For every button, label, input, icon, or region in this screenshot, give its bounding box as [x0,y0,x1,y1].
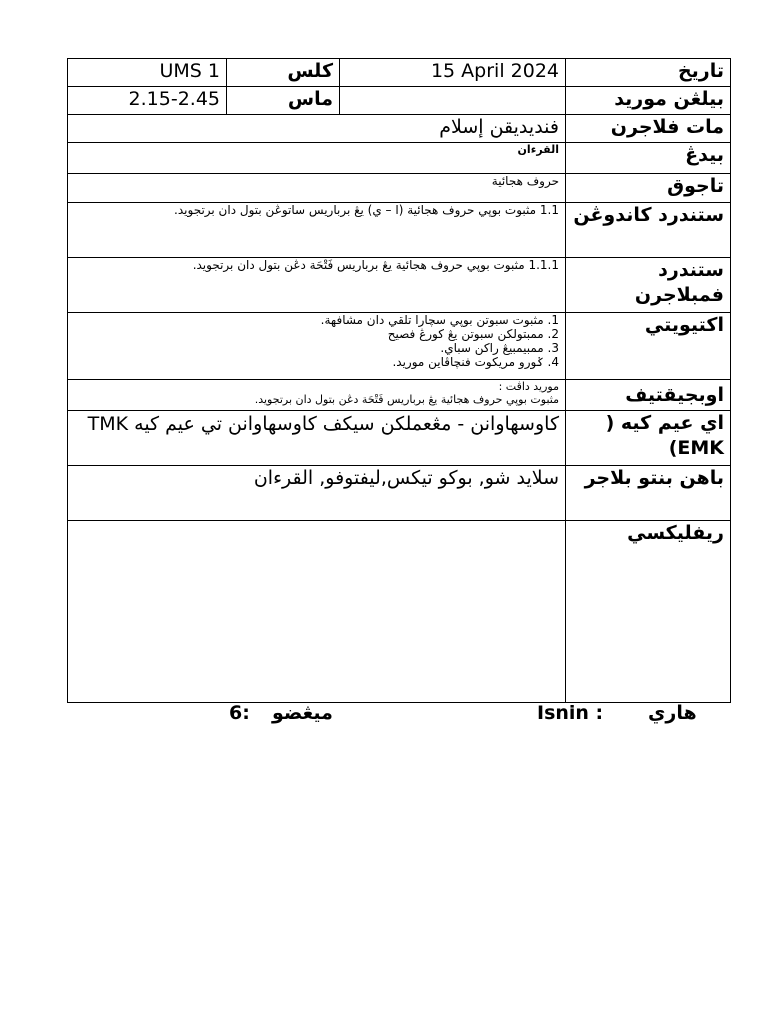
time-label: ماس [227,87,340,115]
learning-standard-label: ستندرد فمبلاجرن [566,258,731,313]
field-label: بيدڠ [566,143,731,174]
materials-value: سلايد شو, بوكو تيكس,ليفتوفو, القرءان [68,466,566,521]
reflection-label: ريفليكسي [566,521,731,703]
emk-value: كاوسهاوانن - مڠعملكن سيكف كاوسهاوانن تي عيم كيه TMK [68,411,566,466]
week-label: ميڠضو [272,702,333,724]
objective-cell [68,380,566,411]
activity-item: 3. ممبيمبيڠ راكن سباي. [440,341,559,355]
class-value: UMS 1 [68,59,227,87]
objective-label: اوبجيقتيف [566,380,731,411]
week-value: 6: [229,702,250,724]
learning-standard-value: 1.1.1 مثبوت بوڽي حروف هجائية يڠ برباريس فَتْحَة دڠن بتول دان برتجويد. [68,258,566,313]
activity-label: اكتيويتي [566,313,731,380]
topic-value: حروف هجائية [68,174,566,203]
activity-item: 1. مثبوت سبوتن بوڽي سچارا تلقي دان مشافهة. [320,313,559,327]
footer [0,702,768,732]
day-value: Isnin : [537,702,604,724]
materials-label: باهن بنتو بلاجر [566,466,731,521]
subject-value: فنديديقن إسلام [68,115,566,143]
reflection-value [68,521,566,703]
activity-list [68,313,566,380]
objective-intro: موريد داڤت : [498,380,559,393]
objective-value: مثبوت بوڽي حروف هجائية يڠ برباريس فَتْحَة دڠن بتول دان برتجويد. [254,393,559,406]
content-standard-value: 1.1 مثبوت بوڽي حروف هجائية (ا – ي) يڠ برباريس ساتوڠن بتول دان برتجويد. [68,203,566,258]
activity-item: 2. ممبتولكن سبوتن يڠ كورڠ فصيح [387,327,559,341]
lesson-plan-table [67,58,731,703]
date-value: 15 April 2024 [340,59,566,87]
content-standard-label: ستندرد كاندوڠن [566,203,731,258]
class-label: کلس [227,59,340,87]
day-label: هاري [648,702,697,724]
emk-label: اي عيم كيه ( EMK) [566,411,731,466]
students-label: بيلڠن موريد [566,87,731,115]
subject-label: مات فلاجرن [566,115,731,143]
activity-item: 4. ݢورو مريكوت فنچاڤاين موريد. [392,355,559,369]
topic-label: تاجوق [566,174,731,203]
date-label: تاريخ [566,59,731,87]
time-value: 2.15-2.45 [68,87,227,115]
students-value [340,87,566,115]
field-value: القرءان [68,143,566,174]
